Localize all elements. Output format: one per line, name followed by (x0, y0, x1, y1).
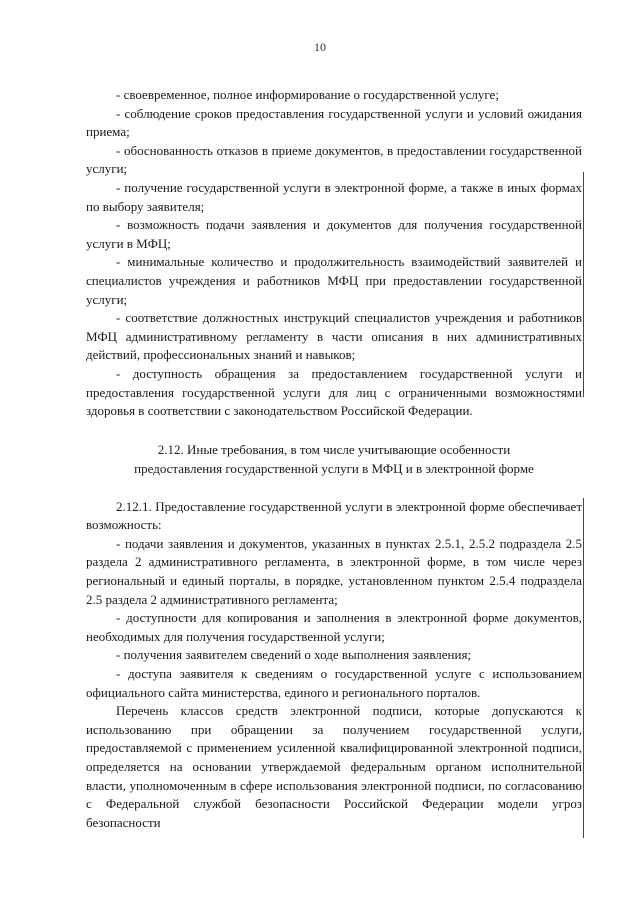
section-heading-line-2: предоставления государственной услуги в МФЦ и в электронной форме (134, 460, 534, 476)
right-margin-line-1 (583, 172, 584, 397)
section-heading (86, 440, 582, 478)
section-heading-line-1: 2.12. Иные требования, в том числе учитывающие особенности (157, 441, 511, 457)
paragraph: - обоснованность отказов в приеме документов, в предоставлении государственной услуги; (86, 142, 582, 177)
paragraph: - возможность подачи заявления и документов для получения государственной услуги в МФЦ; (86, 217, 582, 251)
paragraph: 2.12.1. Предоставление государственной услуги в электронной форме обеспечивает возможность: (86, 498, 582, 533)
paragraph: - подачи заявления и документов, указанных в пунктах 2.5.1, 2.5.2 подраздела 2.5 раздела 2 административного регламента, в электронной форме, в том числе через региональный и единый порталы, в порядке, установленном пунктом 2.5.4 подраздела 2.5 раздела 2 административного регламента; (86, 535, 582, 607)
paragraph: - получения заявителем сведений о ходе выполнения заявления; (116, 647, 472, 663)
paragraph: - доступность обращения за предоставлением государственной услуги и предоставления государственной услуги для лиц с ограниченными возможностями здоровья в соответствии с законодательством Российской Федерации. (86, 365, 582, 419)
document-body (86, 86, 582, 832)
paragraph: Перечень классов средств электронной подписи, которые допускаются к использованию при обращении за получением государственной услуги, предоставляемой с применением усиленной квалифицированной электронной подписи, определяется на основании утверждаемой федеральным органом исполнительной власти, уполномоченным в сфере использования электронной подписи, по согласованию с Федеральной службой безопасности Российской Федерации модели угроз безопасности (86, 703, 582, 830)
page-number: 10 (314, 40, 326, 54)
paragraph: - доступа заявителя к сведениям о государственной услуге с использованием официального сайта министерства, единого и регионального порталов. (86, 666, 582, 700)
right-margin-line-2 (583, 498, 584, 838)
paragraph: - своевременное, полное информирование о государственной услуге; (116, 87, 499, 102)
paragraph: - соответствие должностных инструкций специалистов учреждения и работников МФЦ административному регламенту в части описания в них административных действий, профессиональных знаний и навыков; (86, 310, 582, 363)
paragraph: - соблюдение сроков предоставления государственной услуги и условий ожидания приема; (86, 105, 582, 140)
paragraph: - получение государственной услуги в электронной форме, а также в иных формах по выбору заявителя; (86, 179, 582, 214)
paragraph: - доступности для копирования и заполнения в электронной форме документов, необходимых для получения государственной услуги; (86, 610, 582, 644)
paragraph: - минимальные количество и продолжительность взаимодействий заявителей и специалистов учреждения и работников МФЦ при предоставлении государственной услуги; (86, 254, 582, 307)
